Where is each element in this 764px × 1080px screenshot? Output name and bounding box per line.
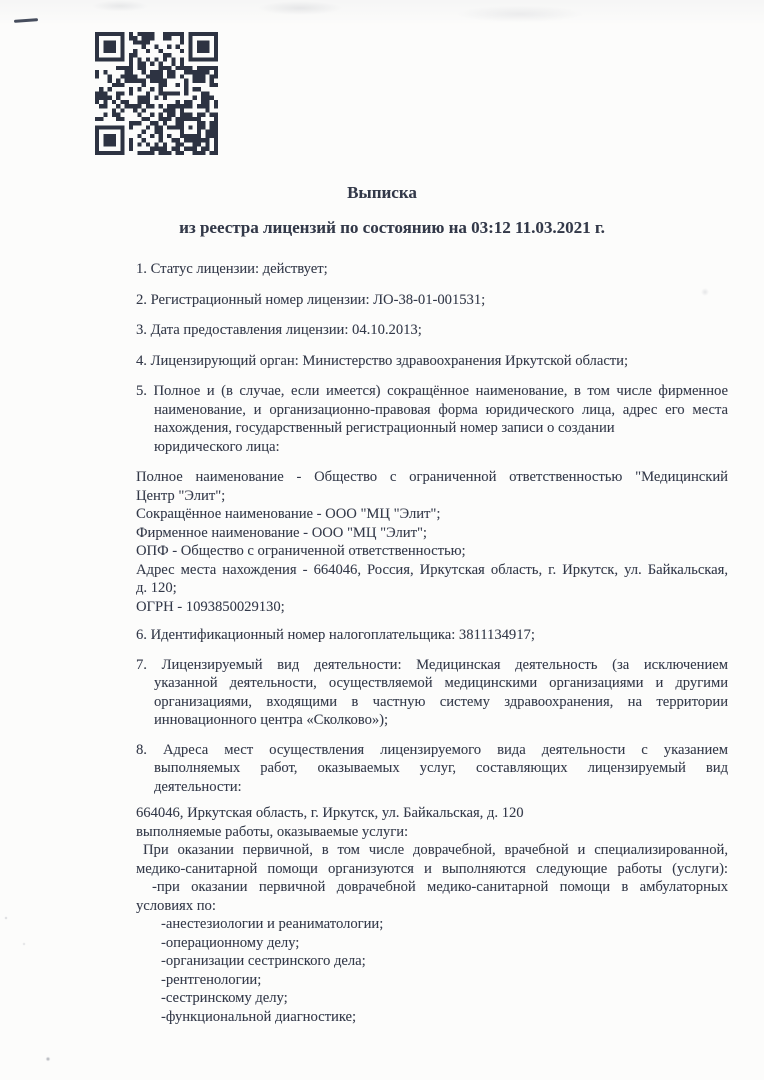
document-line: ОПФ - Общество с ограниченной ответственностью; [136,543,466,559]
document-line: 1. Статус лицензии: действует; [136,261,328,277]
document-line: 8. Адреса мест осуществления лицензируемого вида деятельности с указанием [136,741,728,758]
document-line: наименование, и организационно-правовая форма юридического лица, адрес его места [154,401,728,418]
document-line: Адрес места нахождения - 664046, Россия, Иркутская область, г. Иркутск, ул. Байкальская, [136,561,728,578]
document-line: -при оказании первичной доврачебной медико-санитарной помощи в амбулаторных [152,879,728,895]
document-line: -организации сестринского дела; [161,953,366,969]
document-line: организациями, входящими в частную систему здравоохранения, на территории [154,693,728,710]
document-line: инновационного центра «Сколково»); [154,712,389,728]
document-line: -рентгенологии; [161,971,262,988]
document-line: ОГРН - 1093850029130; [136,598,285,615]
document-line: деятельности: [154,778,242,795]
document-subtitle: из реестра лицензий по состоянию на 03:12 11.03.2021 г. [179,218,605,237]
document-line: Центр "Элит"; [136,487,226,504]
document-title: Выписка [347,183,417,202]
document-line: -операционному делу; [161,934,300,951]
document-line: медико-санитарной помощи организуются и выполняются следующие работы (услуги): [136,860,728,877]
document-line: 2. Регистрационный номер лицензии: ЛО-38-01-001531; [136,291,486,308]
document-line: нахождения, государственный регистрационный номер записи о создании [154,420,615,436]
document-line: 664046, Иркутская область, г. Иркутск, ул. Байкальская, д. 120 [136,805,524,821]
document-line: выполняемые работы, оказываемые услуги: [136,823,409,840]
document-line: Фирменное наименование - ООО "МЦ "Элит"; [136,524,427,541]
document-line: 6. Идентификационный номер налогоплательщика: 3811134917; [136,627,535,643]
document-line: Полное наименование - Общество с ограниченной ответственностью "Медицинский [136,469,728,485]
scan-pen-mark [14,18,38,23]
document-line: Сокращённое наименование - ООО "МЦ "Элит"; [136,506,441,522]
document-line: При оказании первичной, в том числе доврачебной, врачебной и специализированной, [143,842,728,858]
document-line: выполняемых работ, оказываемых услуг, составляющих лицензируемый вид [154,760,728,776]
document-line: -функциональной диагностике; [161,1008,357,1025]
document-line: -анестезиологии и реаниматологии; [161,916,384,932]
document-line: 4. Лицензирующий орган: Министерство здравоохранения Иркутской области; [136,352,629,369]
document-line: 5. Полное и (в случае, если имеется) сокращённое наименование, в том числе фирменное [136,383,728,399]
document-line: -сестринскому делу; [161,990,288,1006]
document-line: указанной деятельности, осуществляемой медицинскими организациями и другими [154,675,728,691]
qr-code-icon [95,32,218,155]
document-line: 7. Лицензируемый вид деятельности: Медицинская деятельность (за исключением [136,656,728,673]
document-line: юридического лица: [154,438,280,455]
document-line: условиях по: [136,897,216,914]
document-body [136,260,728,1026]
document-line: д. 120; [136,580,177,596]
document-line: 3. Дата предоставления лицензии: 04.10.2013; [136,322,422,338]
